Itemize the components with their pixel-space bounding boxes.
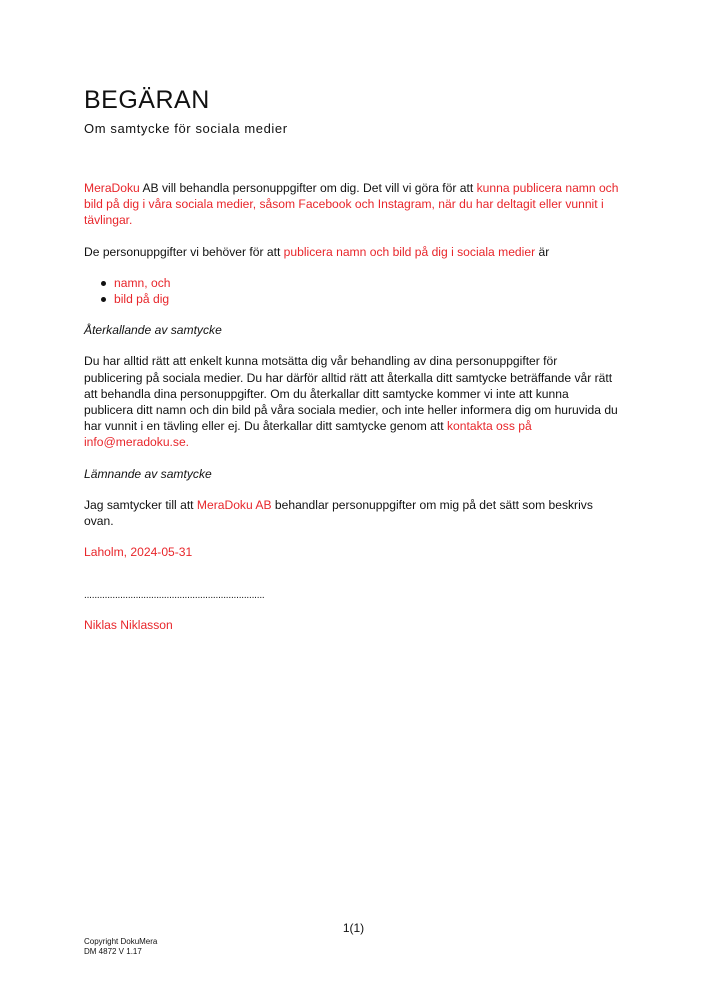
intro-text: AB vill behandla personuppgifter om dig. Det vill vi göra för att (139, 181, 477, 195)
intro-paragraph (84, 180, 619, 229)
place-date: Laholm, 2024-05-31 (84, 545, 193, 560)
consent-text-1: Jag samtycker till att (84, 497, 197, 512)
withdrawal-heading: Återkallande av samtycke (84, 323, 222, 338)
document-body (84, 180, 619, 649)
withdrawal-contact: kontakta oss på info@meradoku.se. (84, 419, 532, 450)
consent-heading: Lämnande av samtycke (84, 466, 212, 481)
footer (84, 937, 157, 957)
data-needed-text-1: De personuppgifter vi behöver för att (84, 244, 284, 259)
data-needed-list (84, 275, 619, 307)
withdrawal-paragraph (84, 353, 619, 450)
intro-company: MeraDoku (84, 181, 140, 195)
footer-copyright: Copyright DokuMera (84, 937, 158, 946)
intro-purpose: kunna publicera namn och bild på dig i våra sociala medier, såsom Facebook och Instagram, när du har deltagit eller vunnit i tävlingar. (84, 181, 619, 228)
withdrawal-text: Du har alltid rätt att enkelt kunna motsätta dig vår behandling av dina personuppgifter för publicering på sociala medier. Du har därför alltid rätt att återkalla ditt samtycke beträffande vår rätt att behandla dina personuppgifter. Om du återkallar ditt samtycke kommer vi inte att kunna publicera ditt namn och din bild på våra sociala medier, och inte heller informera dig om huruvida du har vunnit i en tävling eller ej. Du återkallar ditt samtycke genom att (84, 354, 618, 434)
consent-paragraph (84, 497, 619, 529)
footer-version: DM 4872 V 1.17 (84, 947, 142, 956)
document-title: BEGÄRAN (84, 86, 210, 114)
data-needed-text-2: är (535, 244, 550, 259)
page-number: 1(1) (342, 921, 365, 935)
document-subtitle: Om samtycke för sociala medier (84, 121, 288, 136)
signer-name: Niklas Niklasson (84, 618, 173, 633)
consent-text-2: behandlar personuppgifter om mig på det sätt som beskrivs ovan. (84, 497, 593, 529)
data-needed-purpose: publicera namn och bild på dig i sociala medier (283, 244, 536, 259)
consent-company: MeraDoku AB (196, 497, 272, 512)
list-item: bild på dig (114, 291, 619, 307)
data-needed-paragraph (84, 244, 619, 260)
signature-line: ...................................................................... (84, 590, 265, 602)
list-item: namn, och (114, 275, 619, 291)
